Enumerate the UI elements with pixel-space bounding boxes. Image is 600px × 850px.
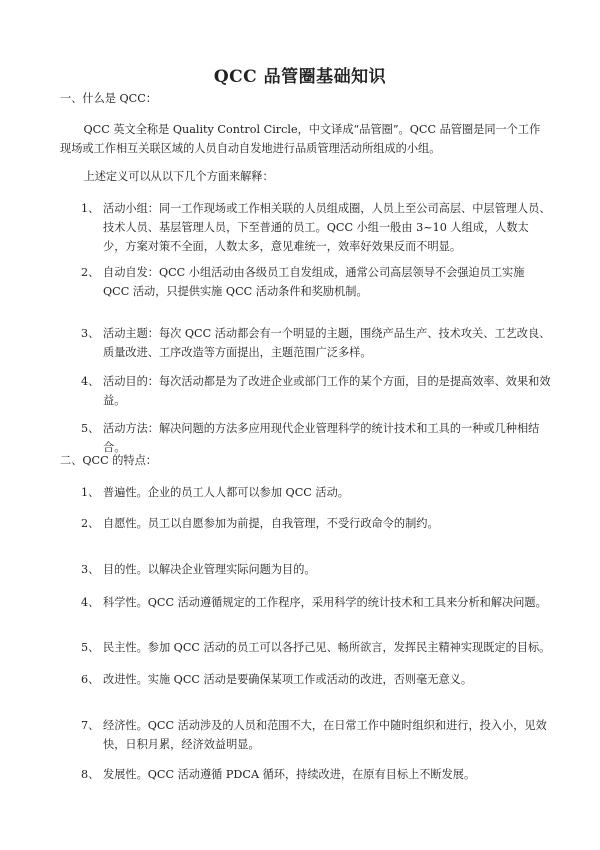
intro-paragraph: QCC 英文全称是 Quality Control Circle，中文译成“品管圈”。QCC 品管圈是同一个工作现场或工作相互关联区域的人员自动自发地进行品质管理活动所组成的小组。 <box>60 123 541 155</box>
list-item-number: 3、 <box>81 327 100 340</box>
list-item <box>81 593 551 612</box>
list-item-text: 活动方法：解决问题的方法多应用现代企业管理科学的统计技术和工具的一种或几种相结合。 <box>103 422 540 454</box>
list-item <box>81 716 551 754</box>
list-item <box>81 514 551 533</box>
list-item-number: 8、 <box>81 768 100 781</box>
list-item-text: 目的性。以解决企业管理实际问题为目的。 <box>103 563 316 576</box>
list-item-number: 1、 <box>81 486 100 499</box>
list-item-number: 1、 <box>81 202 100 215</box>
list-item-number: 2、 <box>81 517 100 530</box>
list-item-text: 自动自发：QCC 小组活动由各级员工自发组成，通常公司高层领导不会强迫员工实施 QCC 活动，只提供实施 QCC 活动条件和奖励机制。 <box>103 266 525 298</box>
list-item-number: 5、 <box>81 641 100 654</box>
list-item-text: 活动小组：同一工作现场或工作相关联的人员组成圈，人员上至公司高层、中层管理人员、技术人员、基层管理人员，下至普通的员工。QCC 小组一般由 3~10 人组成，人数太少，方案对策不全面，人数太多，意见难统一，效率好效果反而不明显。 <box>103 202 551 253</box>
list-item-text: 改进性。实施 QCC 活动是要确保某项工作或活动的改进，否则毫无意义。 <box>103 673 473 686</box>
list-item-text: 活动目的：每次活动都是为了改进企业或部门工作的某个方面，目的是提高效率、效果和效益。 <box>103 375 551 407</box>
list-item-text: 经济性。QCC 活动涉及的人员和范围不大，在日常工作中随时组织和进行，投入小，见效快，日积月累，经济效益明显。 <box>103 719 547 751</box>
list-item <box>81 324 551 362</box>
list-item <box>81 765 551 784</box>
list-item <box>81 560 551 579</box>
lead-sentence: 上述定义可以从以下几个方面来解释： <box>83 170 274 183</box>
list-item-number: 5、 <box>81 422 100 435</box>
list-item <box>81 638 551 657</box>
list-item-text: 科学性。QCC 活动遵循规定的工作程序，采用科学的统计技术和工具来分析和解决问题。 <box>103 596 547 609</box>
section-heading-what-is-qcc: 一、什么是 QCC： <box>60 92 157 105</box>
list-item-number: 6、 <box>81 673 100 686</box>
list-item-number: 7、 <box>81 719 100 732</box>
list-item <box>81 483 551 502</box>
list-item-text: 自愿性。员工以自愿参加为前提，自我管理，不受行政命令的制约。 <box>103 517 439 530</box>
list-item-number: 4、 <box>81 375 100 388</box>
list-item <box>81 372 551 410</box>
list-item-text: 活动主题：每次 QCC 活动都会有一个明显的主题，围绕产品生产、技术攻关、工艺改良、质量改进、工序改造等方面提出，主题范围广泛多样。 <box>103 327 551 359</box>
page-title: QCC 品管圈基础知识 <box>213 67 387 87</box>
list-item-number: 2、 <box>81 266 100 279</box>
list-item-number: 3、 <box>81 563 100 576</box>
list-item-number: 4、 <box>81 596 100 609</box>
list-item <box>81 670 551 689</box>
section-heading-qcc-features: 二、QCC 的特点： <box>60 454 157 467</box>
list-item-text: 民主性。参加 QCC 活动的员工可以各抒己见、畅所欲言，发挥民主精神实现既定的目标。 <box>103 641 551 654</box>
list-item-text: 普遍性。企业的员工人人都可以参加 QCC 活动。 <box>103 486 349 499</box>
list-item-text: 发展性。QCC 活动遵循 PDCA 循环，持续改进，在原有目标上不断发展。 <box>103 768 476 781</box>
list-item <box>81 263 551 301</box>
list-item <box>81 199 551 256</box>
